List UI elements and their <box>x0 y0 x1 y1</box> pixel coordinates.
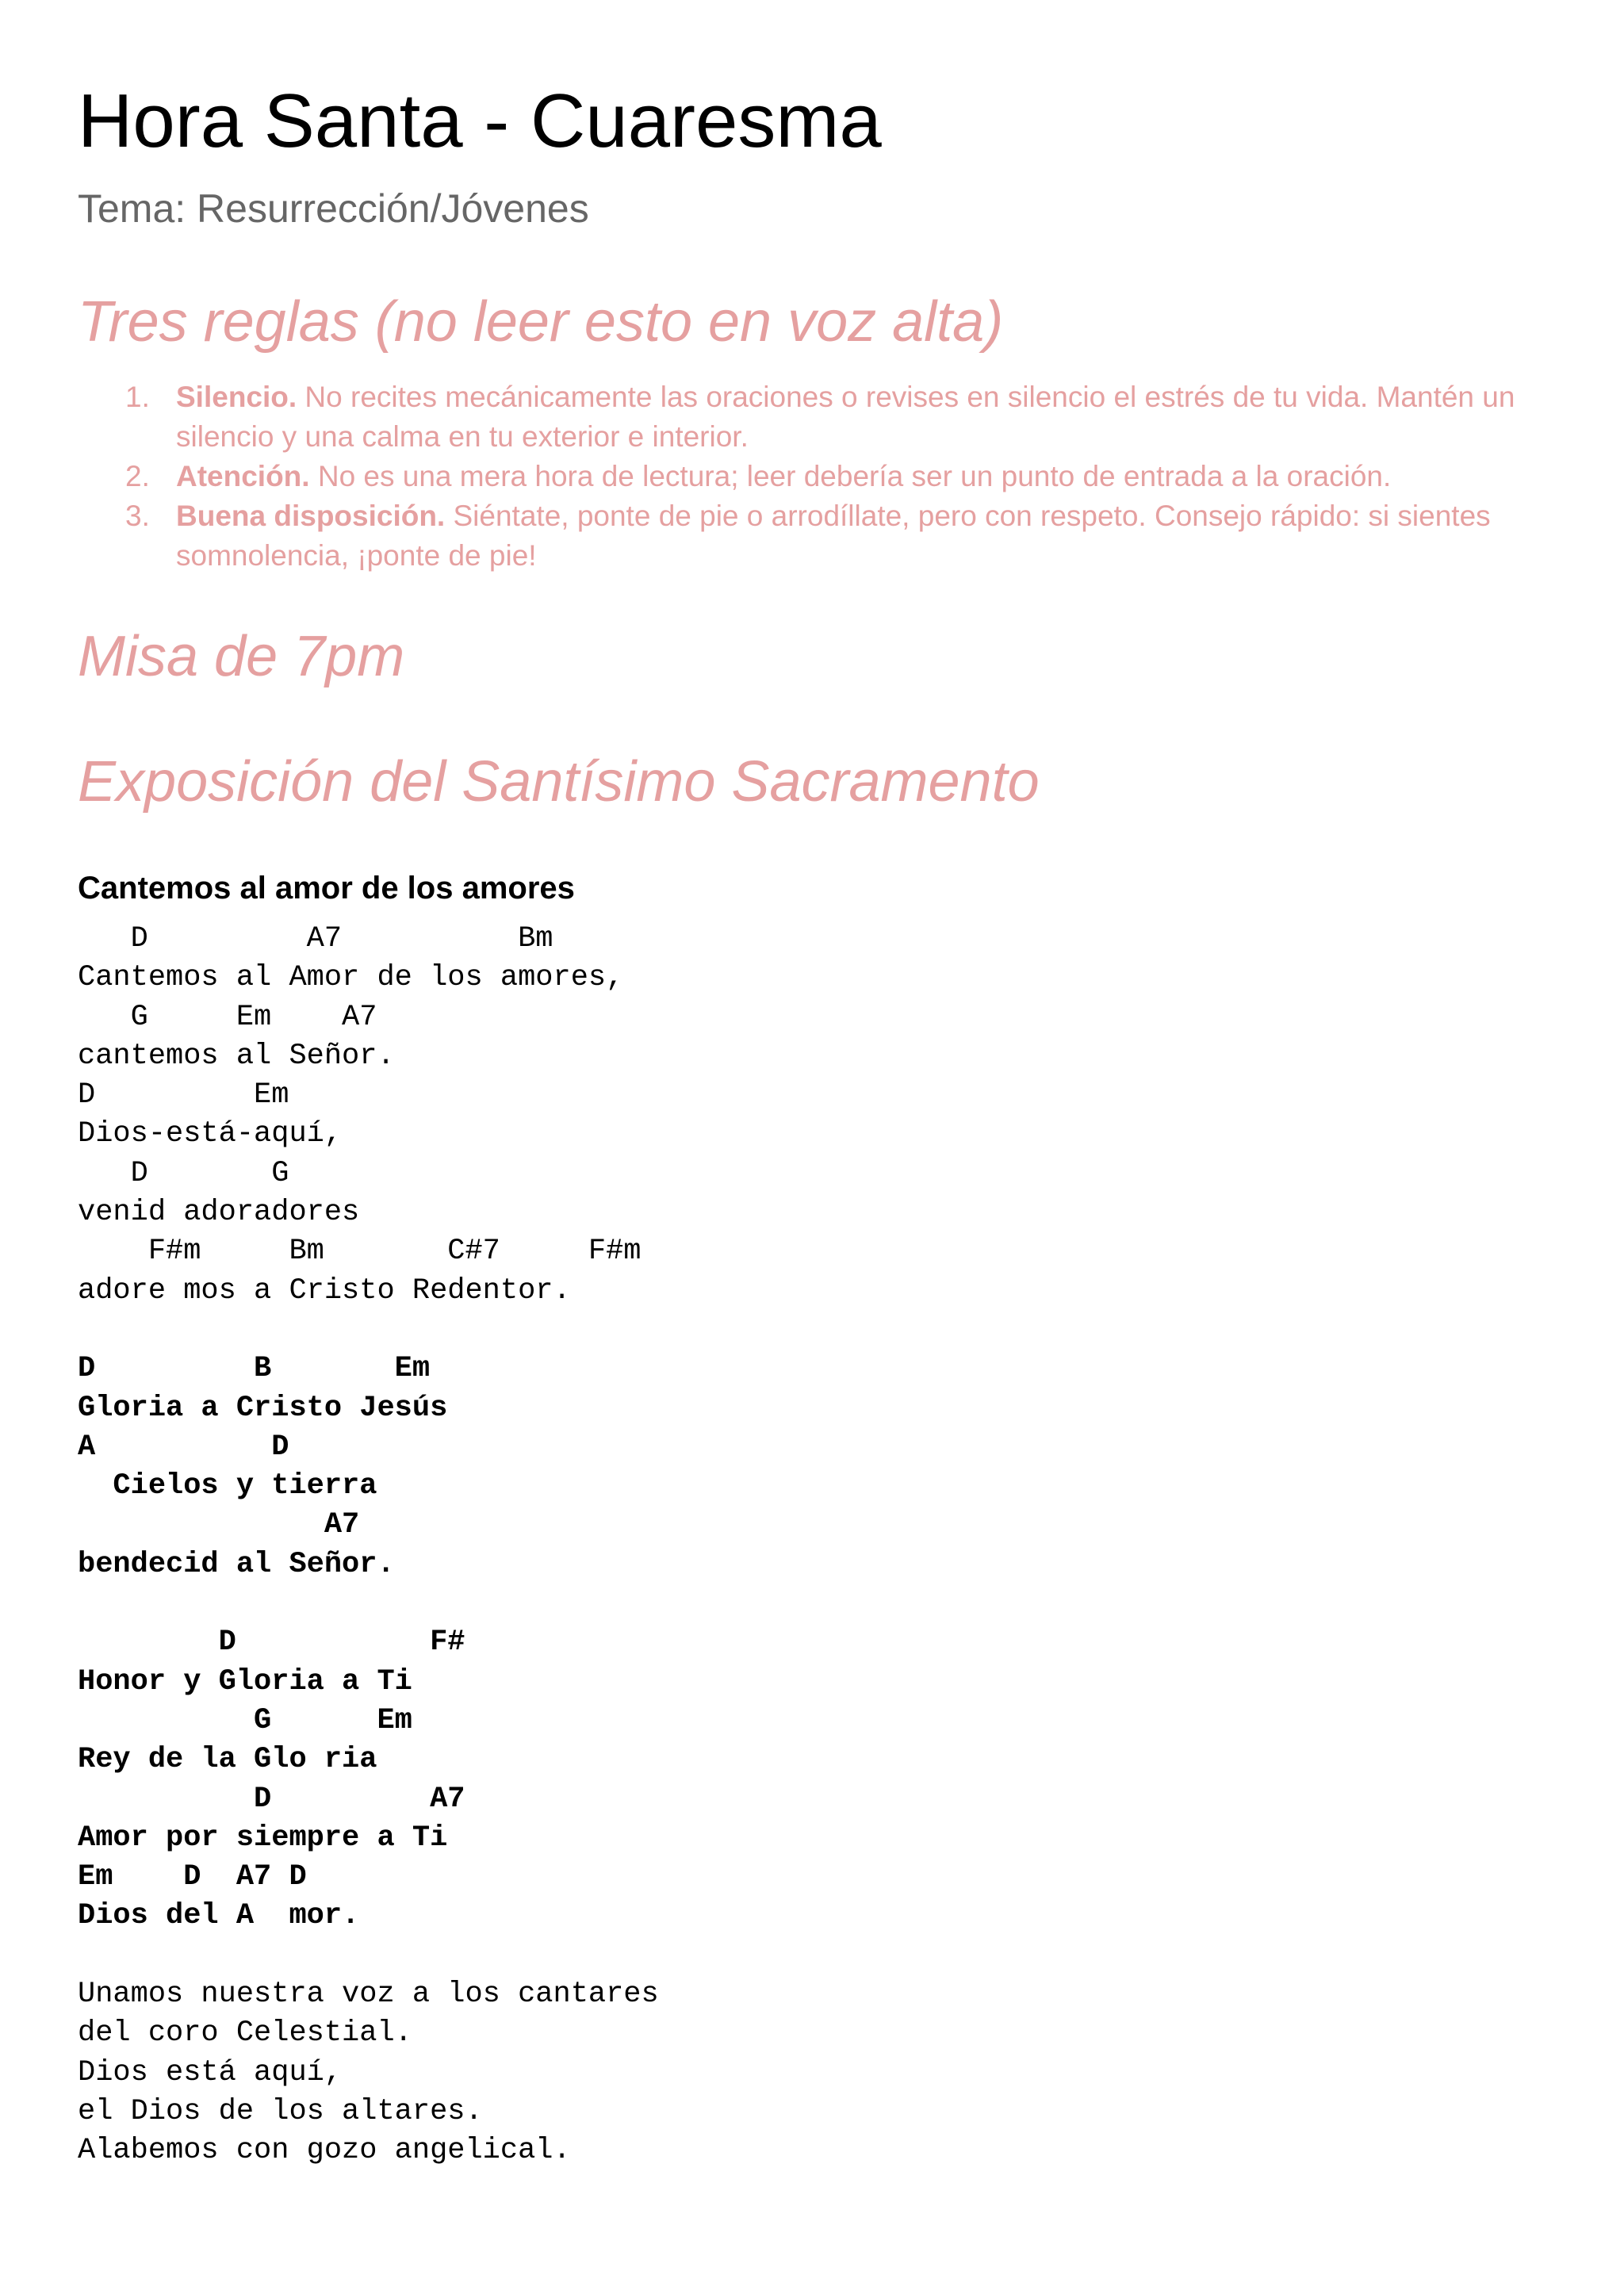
document-title: Hora Santa - Cuaresma <box>78 79 882 163</box>
song-line: D Em <box>78 1078 289 1113</box>
song-chorus-1 <box>78 1350 1548 1584</box>
rule-item <box>78 457 1548 496</box>
song-line: Amor por siempre a Ti <box>78 1821 448 1855</box>
rules-list <box>78 377 1548 576</box>
song-line: Dios está aquí, <box>78 2055 343 2089</box>
song-line: G Em A7 <box>78 1000 377 1034</box>
misa-heading: Misa de 7pm <box>78 625 405 688</box>
song-verse-1 <box>78 920 1548 1311</box>
exposicion-heading: Exposición del Santísimo Sacramento <box>78 750 1040 814</box>
song-lyrics <box>78 920 1548 2171</box>
song-line: A7 <box>78 1508 360 1542</box>
rule-item <box>78 496 1548 576</box>
song-line: bendecid al Señor. <box>78 1547 395 1581</box>
song-line: D G <box>78 1156 289 1190</box>
song-line: D F# <box>78 1626 465 1660</box>
song-verse-2 <box>78 1975 1548 2170</box>
song-line: G Em <box>78 1703 412 1737</box>
song-line: Cantemos al Amor de los amores, <box>78 961 624 995</box>
rule-label: Silencio. <box>176 381 297 413</box>
song-line: venid adoradores <box>78 1196 360 1230</box>
song-line: adore mos a Cristo Redentor. <box>78 1273 571 1308</box>
stanza-gap <box>78 1936 1548 1975</box>
song-line: Honor y Gloria a Ti <box>78 1664 412 1698</box>
song-line: F#m Bm C#7 F#m <box>78 1235 642 1269</box>
song-line: A D <box>78 1430 289 1464</box>
song-chorus-2 <box>78 1623 1548 1936</box>
document-subtitle: Tema: Resurrección/Jóvenes <box>78 186 589 231</box>
rule-label: Buena disposición. <box>176 500 446 532</box>
song-line: Em D A7 D <box>78 1860 307 1894</box>
song-title: Cantemos al amor de los amores <box>78 871 575 906</box>
song-line: D B Em <box>78 1352 431 1386</box>
rule-number: 3. <box>125 500 150 532</box>
rule-text: No recites mecánicamente las oraciones o revises en silencio el estrés de tu vida. Mantén un silencio y una calma en tu exterior e interior. <box>176 381 1515 453</box>
song-line: del coro Celestial. <box>78 2016 412 2051</box>
song-line: el Dios de los altares. <box>78 2094 483 2128</box>
rule-label: Atención. <box>176 460 310 492</box>
rule-text: Siéntate, ponte de pie o arrodíllate, pero con respeto. Consejo rápido: si sientes somnolencia, ¡ponte de pie! <box>176 500 1491 572</box>
song-line: Gloria a Cristo Jesús <box>78 1391 448 1425</box>
rules-heading: Tres reglas (no leer esto en voz alta) <box>78 290 1004 354</box>
rule-number: 1. <box>125 381 150 413</box>
song-line: cantemos al Señor. <box>78 1039 395 1073</box>
song-line: Alabemos con gozo angelical. <box>78 2134 571 2168</box>
song-line: Dios del A mor. <box>78 1899 360 1933</box>
song-line: Dios-está-aquí, <box>78 1117 343 1151</box>
song-line: D A7 Bm <box>78 922 553 956</box>
rule-number: 2. <box>125 460 150 492</box>
song-line: Cielos y tierra <box>78 1469 377 1503</box>
stanza-gap <box>78 1584 1548 1623</box>
rule-text: No es una mera hora de lectura; leer debería ser un punto de entrada a la oración. <box>309 460 1392 492</box>
rule-item <box>78 377 1548 457</box>
stanza-gap <box>78 1311 1548 1350</box>
song-line: Unamos nuestra voz a los cantares <box>78 1978 659 2012</box>
song-line: D A7 <box>78 1782 465 1816</box>
song-line: Rey de la Glo ria <box>78 1743 377 1777</box>
